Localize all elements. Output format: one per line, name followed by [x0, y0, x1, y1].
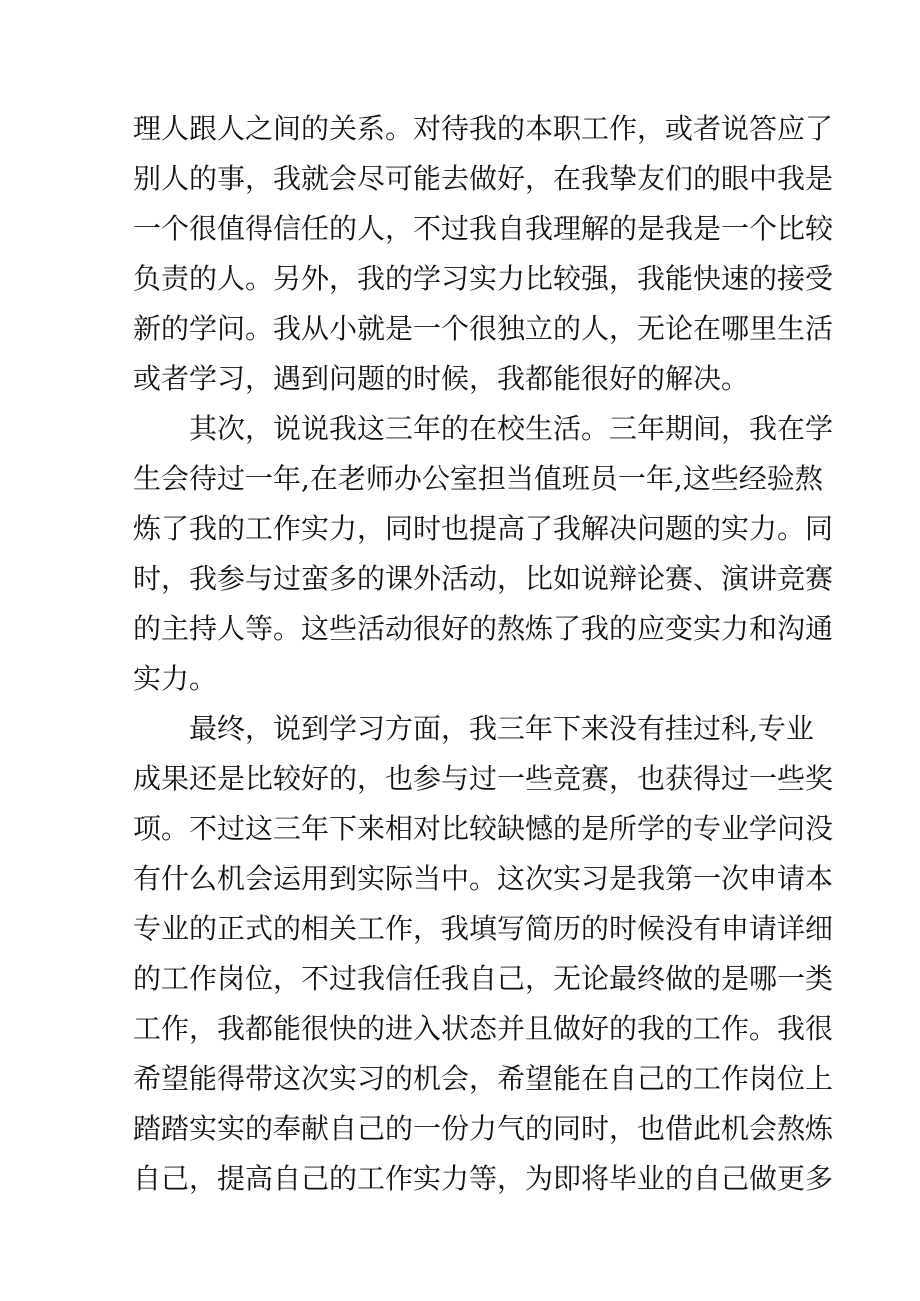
text-line: 成果还是比较好的，也参与过一些竞赛，也获得过一些奖 [133, 762, 834, 795]
text-line: 的工作岗位，不过我信任我自己，无论最终做的是哪一类 [133, 962, 834, 995]
text-line: 或者学习，遇到问题的时候，我都能很好的解决。 [133, 362, 750, 395]
text-line: 新的学问。我从小就是一个很独立的人，无论在哪里生活 [133, 312, 834, 345]
text-line: 一个很值得信任的人，不过我自我理解的是我是一个比较 [133, 212, 834, 245]
document-body [133, 104, 834, 1204]
text-line: 项。不过这三年下来相对比较缺憾的是所学的专业学问没 [133, 812, 834, 845]
text-line: 希望能得带这次实习的机会，希望能在自己的工作岗位上 [133, 1062, 834, 1095]
text-line: 生会待过一年,在老师办公室担当值班员一年,这些经验熬 [133, 462, 823, 495]
text-line: 实力。 [133, 662, 218, 695]
text-line: 自己，提高自己的工作实力等，为即将毕业的自己做更多 [133, 1162, 834, 1195]
text-line: 别人的事，我就会尽可能去做好，在我挚友们的眼中我是 [133, 162, 834, 195]
text-line: 有什么机会运用到实际当中。这次实习是我第一次申请本 [133, 862, 834, 895]
text-line: 炼了我的工作实力，同时也提高了我解决问题的实力。同 [133, 512, 834, 545]
paragraph-2 [133, 404, 834, 704]
text-line: 理人跟人之间的关系。对待我的本职工作，或者说答应了 [133, 112, 834, 145]
paragraph-1 [133, 104, 834, 404]
paragraph-3 [133, 704, 834, 1204]
text-line: 工作，我都能很快的进入状态并且做好的我的工作。我很 [133, 1012, 834, 1045]
text-line: 时，我参与过蛮多的课外活动，比如说辩论赛、演讲竞赛 [133, 562, 834, 595]
text-line: 其次，说说我这三年的在校生活。三年期间，我在学 [189, 412, 834, 445]
text-line: 专业的正式的相关工作，我填写简历的时候没有申请详细 [133, 912, 834, 945]
text-line: 最终，说到学习方面，我三年下来没有挂过科,专业 [189, 712, 814, 745]
text-line: 踏踏实实的奉献自己的一份力气的同时，也借此机会熬炼 [133, 1112, 834, 1145]
text-line: 负责的人。另外，我的学习实力比较强，我能快速的接受 [133, 262, 834, 295]
text-line: 的主持人等。这些活动很好的熬炼了我的应变实力和沟通 [133, 612, 834, 645]
